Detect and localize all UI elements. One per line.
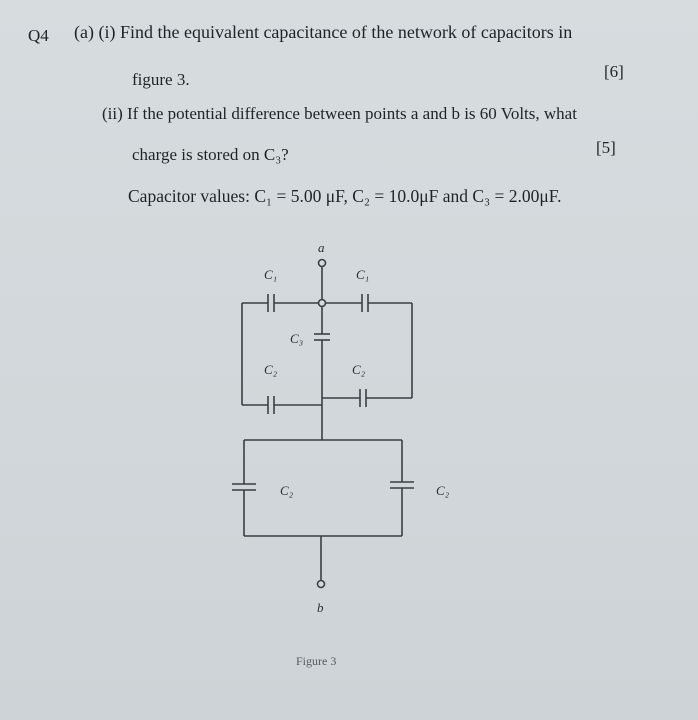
part-a-i-line2: figure 3. (132, 70, 190, 89)
terminal-b (318, 581, 325, 588)
node-a-label: a (318, 240, 325, 255)
c2-right-label: C₂ (352, 362, 366, 377)
part-a-i-line1: (a) (i) Find the equivalent capacitance of the network of capacitors in (74, 22, 573, 42)
node-b-label: b (317, 600, 324, 615)
c1-right-label: C₁ (356, 267, 370, 282)
question-number: Q4 (28, 26, 49, 45)
circuit-wires (232, 260, 414, 588)
part-a-i-marks: [6] (604, 62, 624, 81)
c1-left-label: C₁ (264, 267, 278, 282)
part-a-ii-marks: [5] (596, 138, 616, 157)
c2-bottom-right-label: C₂ (436, 483, 450, 498)
part-a-ii-line2: charge is stored on C₃? (132, 145, 289, 164)
c2-left-label: C₂ (264, 362, 278, 377)
capacitor-values: Capacitor values: C₁ = 5.00 μF, C₂ = 10.0μF and C₃ = 2.00μF. (128, 186, 562, 206)
junction-node (319, 300, 326, 307)
terminal-a (319, 260, 326, 267)
figure-caption: Figure 3 (296, 654, 337, 668)
c2-bottom-left-label: C₂ (280, 483, 294, 498)
c3-label: C₃ (290, 331, 304, 346)
part-a-ii-line1: (ii) If the potential difference between points a and b is 60 Volts, what (102, 104, 577, 123)
